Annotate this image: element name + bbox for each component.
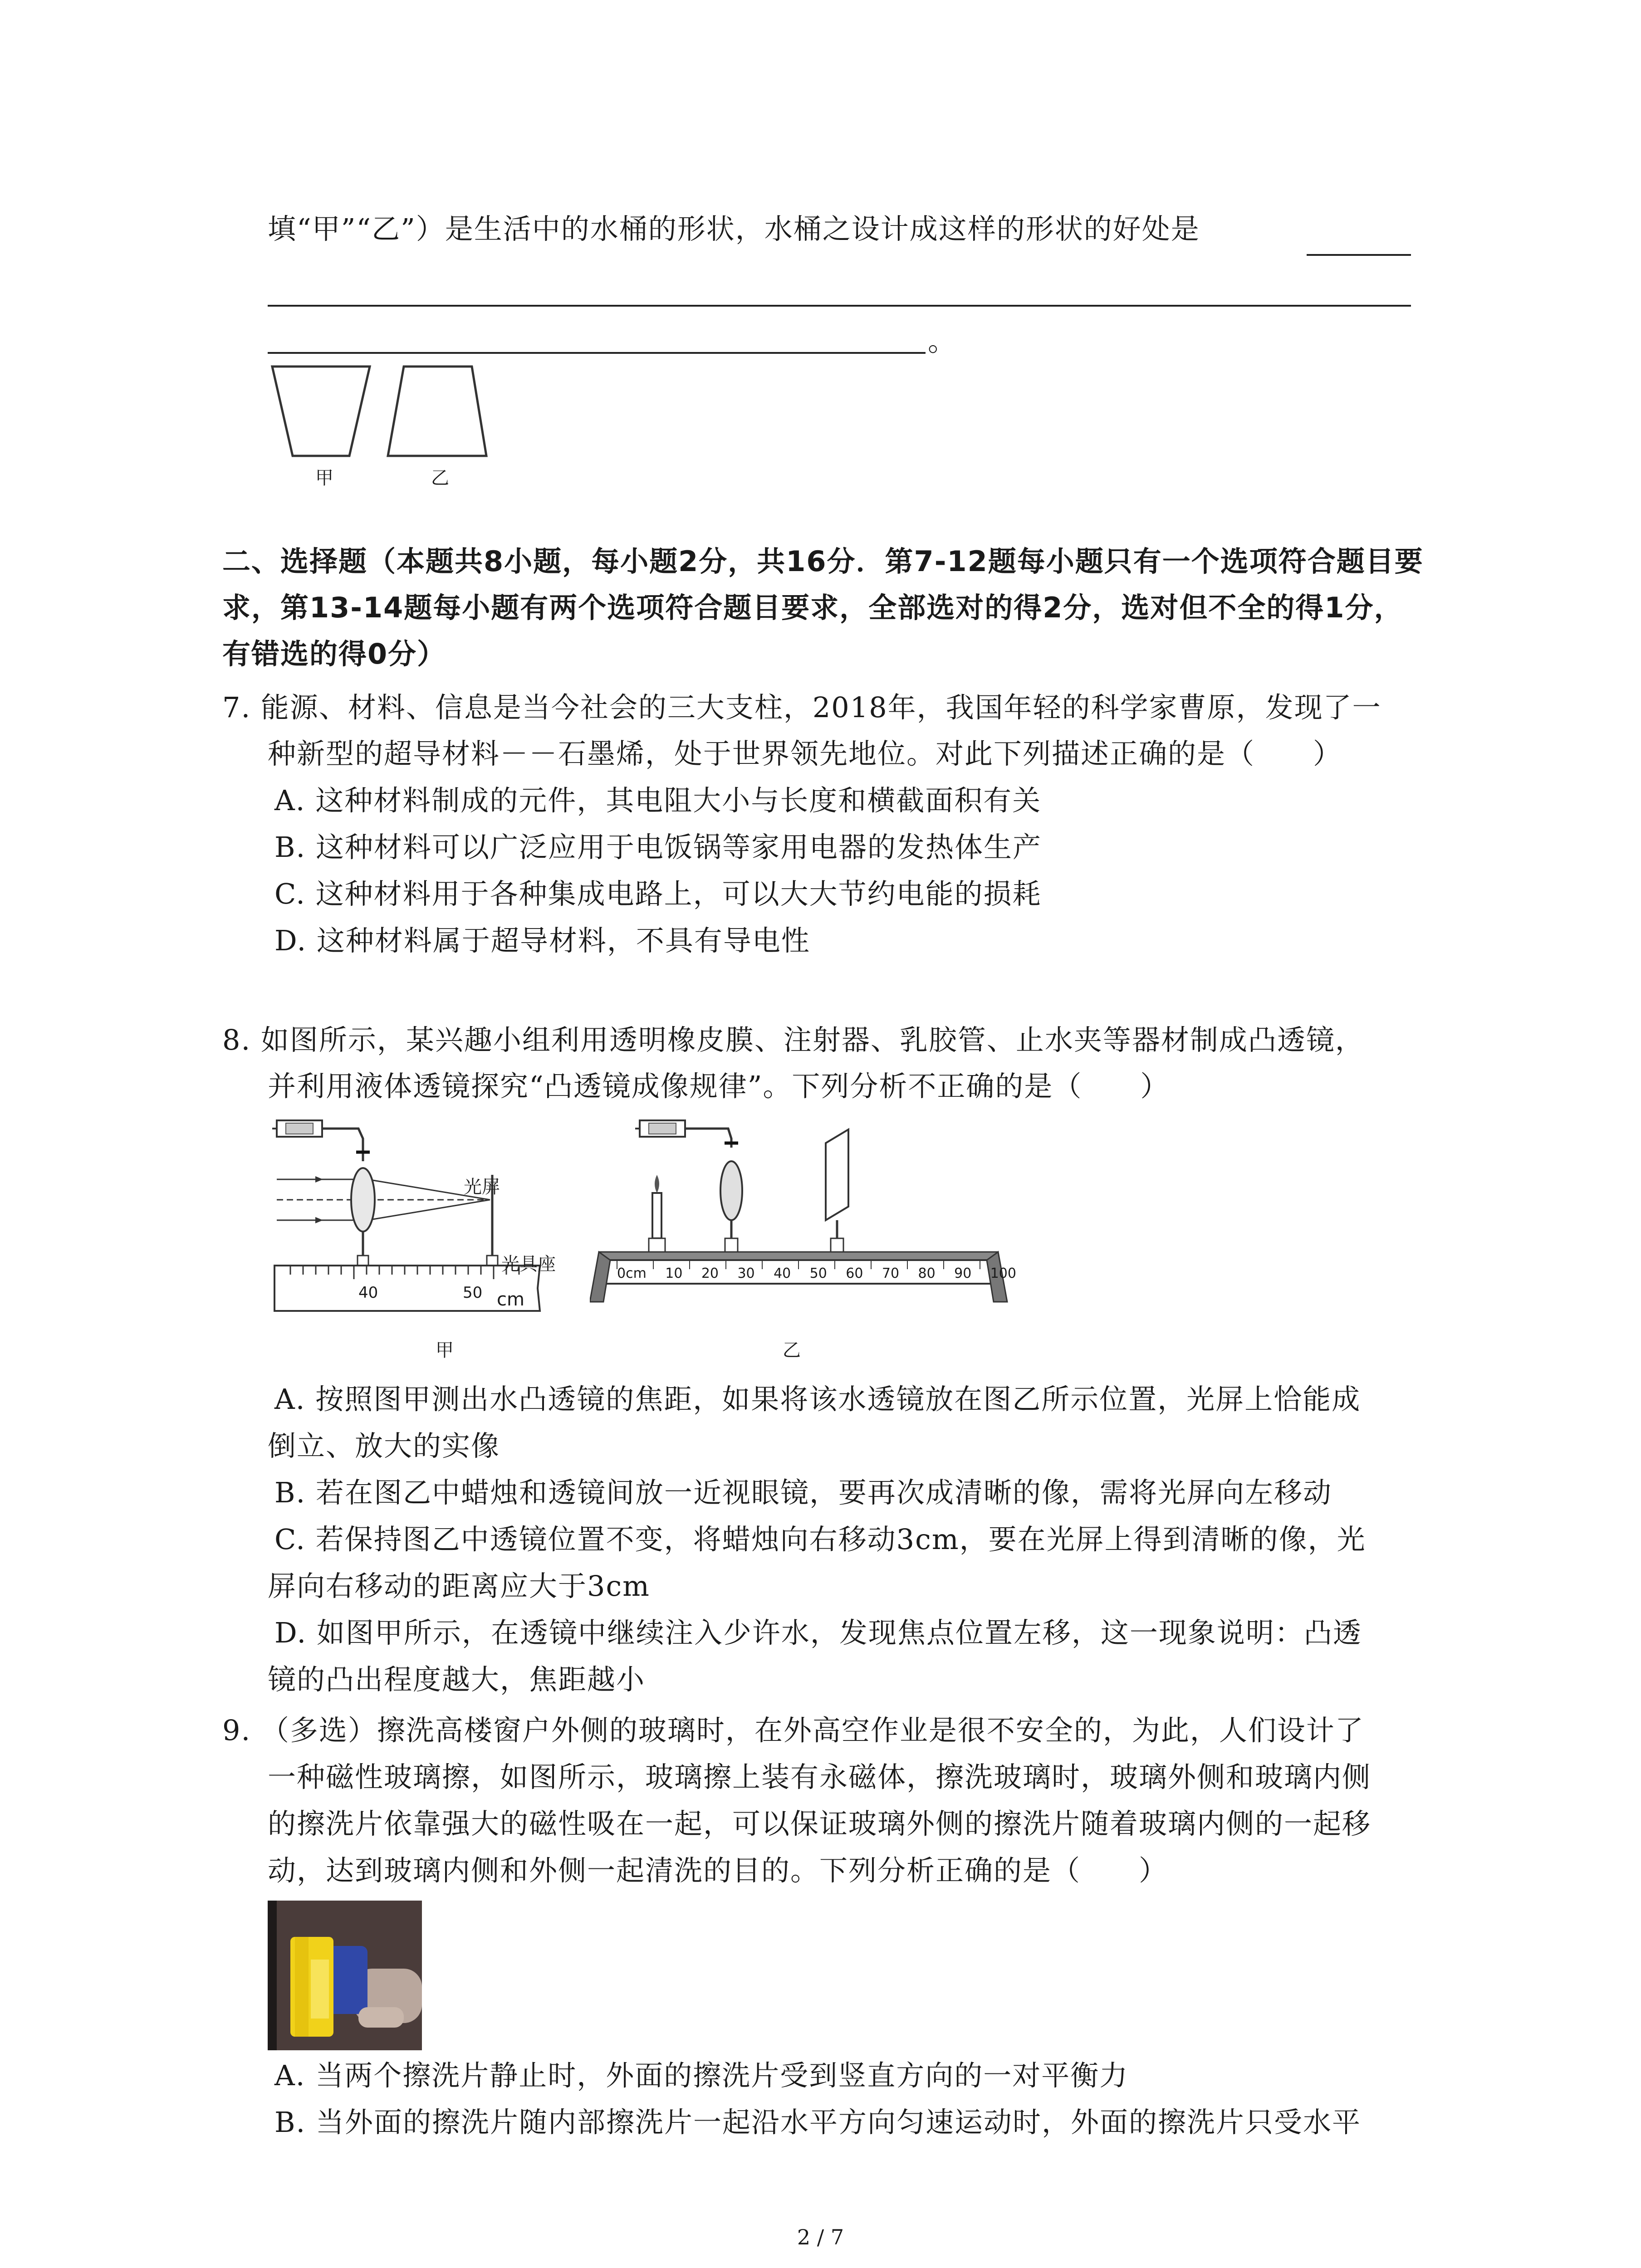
q8-stem-line2: 并利用液体透镜探究“凸透镜成像规律”。下列分析不正确的是（ ） <box>268 1070 1170 1103</box>
magnetic-window-cleaner-photo <box>268 1901 422 2050</box>
figure-label-jia: 甲 <box>436 1340 454 1361</box>
section2-heading-line3: 有错选的得0分） <box>222 637 446 670</box>
bench-tick-60: 60 <box>846 1266 863 1281</box>
q7-option-c[interactable]: C. 这种材料用于各种集成电路上，可以大大节约电能的损耗 <box>274 877 1042 910</box>
q8-option-d-line1[interactable]: D. 如图甲所示，在透镜中继续注入少许水，发现焦点位置左移，这一现象说明：凸透 <box>274 1616 1362 1649</box>
q6-answer-blank-1[interactable] <box>1307 254 1411 256</box>
q6-text-end: 。 <box>928 324 957 357</box>
q8-option-c-line2: 屏向右移动的距离应大于3cm <box>268 1569 650 1603</box>
q7-option-d[interactable]: D. 这种材料属于超导材料，不具有导电性 <box>274 924 810 957</box>
q8-option-a-line2: 倒立、放大的实像 <box>268 1429 500 1462</box>
bench-tick-10: 10 <box>665 1266 683 1281</box>
q6-answer-blank-3[interactable] <box>268 352 926 354</box>
q9-stem-line1: 9. （多选）擦洗高楼窗户外侧的玻璃时，在外高空作业是很不安全的，为此，人们设计了 <box>222 1714 1364 1747</box>
bench-tick-70: 70 <box>882 1266 900 1281</box>
q6-answer-blank-2[interactable] <box>268 305 1411 307</box>
bucket-shape-jia <box>272 367 370 456</box>
bucket-label-yi: 乙 <box>431 468 449 489</box>
bench-tick-40: 40 <box>774 1266 791 1281</box>
bench-tick-80: 80 <box>918 1266 936 1281</box>
q7-stem-line1: 7. 能源、材料、信息是当今社会的三大支柱，2018年，我国年轻的科学家曹原，发现了一 <box>222 691 1381 724</box>
bench-tick-labels <box>608 1266 1016 1281</box>
bench-tick-30: 30 <box>737 1266 755 1281</box>
q9-option-a[interactable]: A. 当两个擦洗片静止时，外面的擦洗片受到竖直方向的一对平衡力 <box>274 2059 1129 2092</box>
q9-option-b[interactable]: B. 当外面的擦洗片随内部擦洗片一起沿水平方向匀速运动时，外面的擦洗片只受水平 <box>274 2106 1361 2139</box>
page-number: 2 / 7 <box>797 2225 844 2249</box>
ruler-tick-40: 40 <box>358 1284 378 1302</box>
bench-tick-90: 90 <box>954 1266 972 1281</box>
q8-option-a-line1[interactable]: A. 按照图甲测出水凸透镜的焦距，如果将该水透镜放在图乙所示位置，光屏上恰能成 <box>274 1383 1361 1416</box>
q8-option-c-line1[interactable]: C. 若保持图乙中透镜位置不变，将蜡烛向右移动3cm，要在光屏上得到清晰的像，光 <box>274 1523 1366 1556</box>
optical-bench-label: 光具座 <box>501 1254 556 1275</box>
q7-stem-line2: 种新型的超导材料－－石墨烯，处于世界领先地位。对此下列描述正确的是（ ） <box>268 737 1342 770</box>
optical-bench-figure-yi <box>590 1111 1025 1325</box>
q9-stem-line3: 的擦洗片依靠强大的磁性吸在一起，可以保证玻璃外侧的擦洗片随着玻璃内侧的一起移 <box>268 1807 1372 1840</box>
screen-label: 光屏 <box>464 1177 500 1198</box>
ruler-unit: cm <box>497 1289 524 1310</box>
q8-option-b[interactable]: B. 若在图乙中蜡烛和透镜间放一近视眼镜，要再次成清晰的像，需将光屏向左移动 <box>274 1476 1332 1509</box>
bucket-label-jia: 甲 <box>315 468 333 489</box>
bucket-shape-yi <box>388 367 486 456</box>
q8-stem-line1: 8. 如图所示，某兴趣小组利用透明橡皮膜、注射器、乳胶管、止水夹等器材制成凸透镜， <box>222 1023 1364 1056</box>
bucket-shapes-figure <box>268 358 504 494</box>
bench-tick-100: 100 <box>990 1266 1016 1281</box>
bench-tick-0: 0cm <box>617 1266 647 1281</box>
figure-label-yi: 乙 <box>783 1340 801 1361</box>
bench-tick-20: 20 <box>701 1266 719 1281</box>
q9-stem-line2: 一种磁性玻璃擦，如图所示，玻璃擦上装有永磁体，擦洗玻璃时，玻璃外侧和玻璃内侧 <box>268 1760 1372 1794</box>
bench-tick-50: 50 <box>809 1266 827 1281</box>
q8-option-d-line2: 镜的凸出程度越大，焦距越小 <box>268 1663 646 1696</box>
ruler-tick-50: 50 <box>463 1284 483 1302</box>
q6-text-line1: 填“甲”“乙”）是生活中的水桶的形状，水桶之设计成这样的形状的好处是 <box>268 212 1200 245</box>
q7-option-a[interactable]: A. 这种材料制成的元件，其电阻大小与长度和横截面积有关 <box>274 784 1042 817</box>
section2-heading-line2: 求，第13-14题每小题有两个选项符合题目要求，全部选对的得2分，选对但不全的得1分， <box>222 591 1403 624</box>
q9-stem-line4: 动，达到玻璃内侧和外侧一起清洗的目的。下列分析正确的是（ ） <box>268 1854 1168 1887</box>
section2-heading-line1: 二、选择题（本题共8小题，每小题2分，共16分．第7-12题每小题只有一个选项符合题目要 <box>222 545 1424 578</box>
q7-option-b[interactable]: B. 这种材料可以广泛应用于电饭锅等家用电器的发热体生产 <box>274 831 1042 864</box>
